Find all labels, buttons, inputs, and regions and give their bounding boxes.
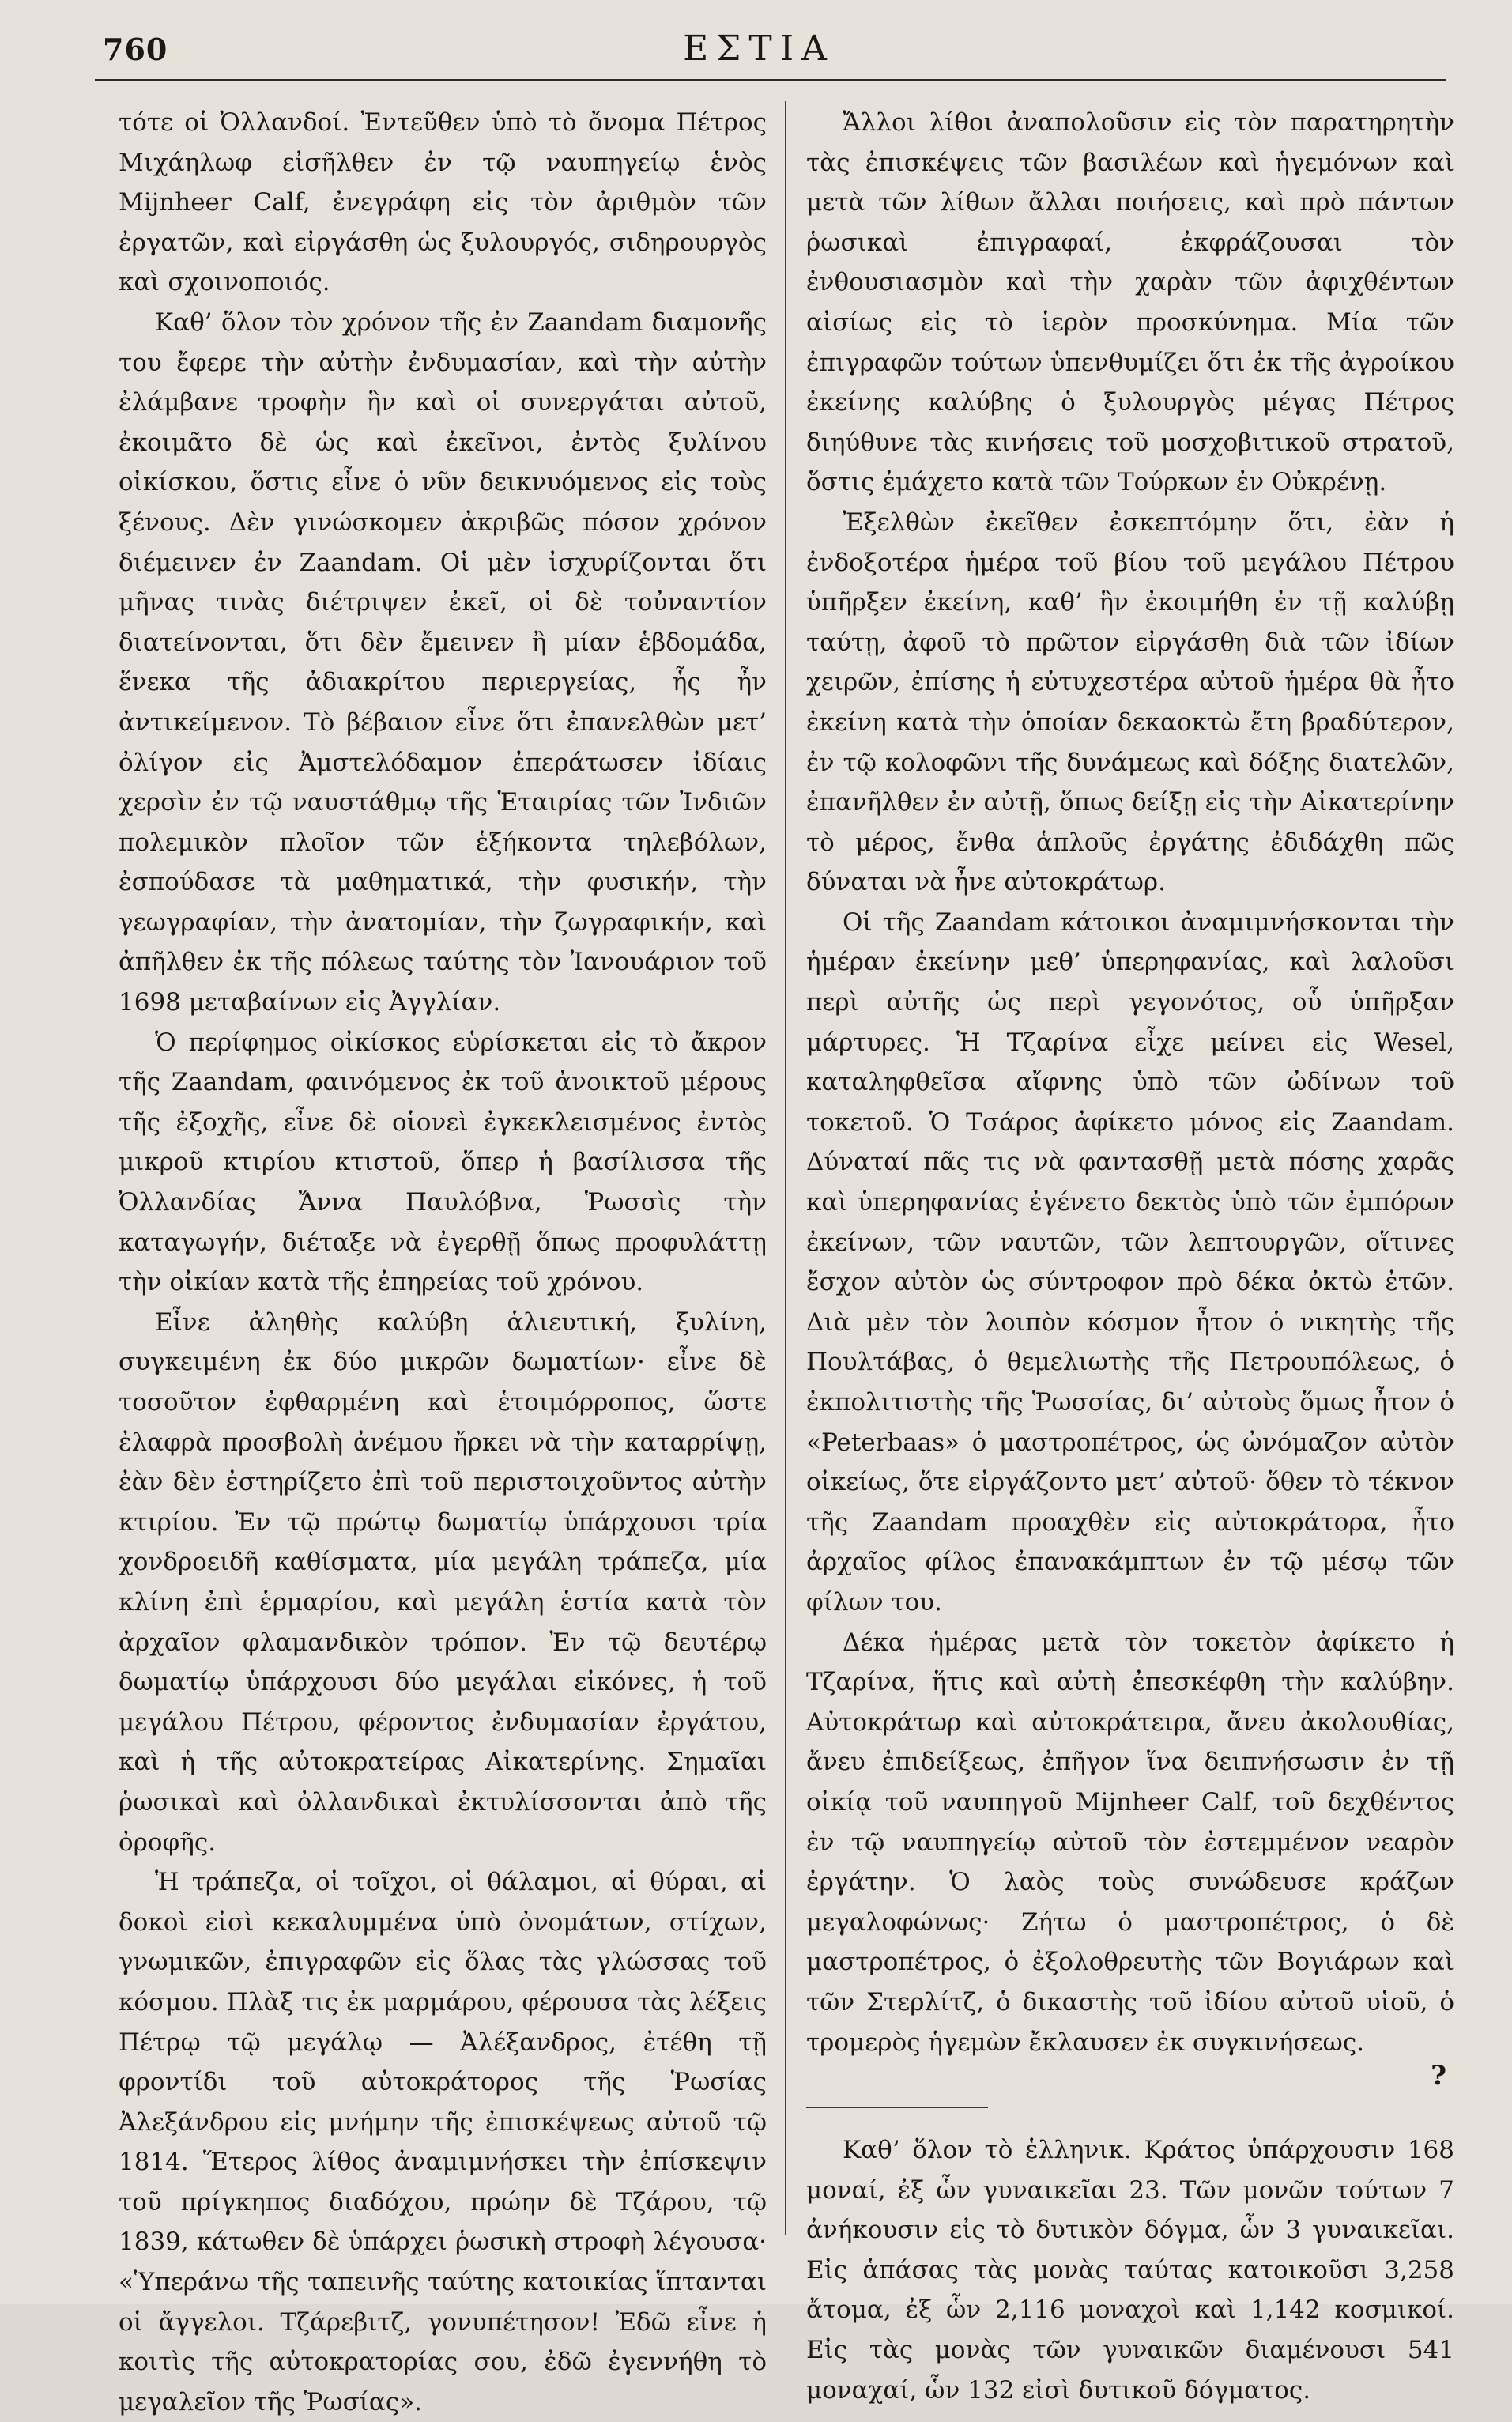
running-head: ΕΣΤΙΑ	[683, 28, 835, 69]
paragraph: Καθ’ ὅλον τὸν χρόνον τῆς ἐν Zaandam διαμονῆς του ἔφερε τὴν αὐτὴν ἐνδυμασίαν, καὶ τὴν αὐτὴν ἐλάμβανε τροφὴν ἣν καὶ οἱ συνεργάται αὐτοῦ, ἐκοιμᾶτο δὲ ὡς καὶ ἐκεῖνοι, ἐντὸς ξυλίνου οἰκίσκου, ὅστις εἶνε ὁ νῦν δεικνυόμενος εἰς τοὺς ξένους. Δὲν γινώσκομεν ἀκριβῶς πόσον χρόνον διέμεινεν ἐν Zaandam. Οἱ μὲν ἰσχυρίζονται ὅτι μῆνας τινὰς διέτριψεν ἐκεῖ, οἱ δὲ τοὐναντίον διατείνονται, ὅτι δὲν ἔμεινεν ἢ μίαν ἑβδομάδα, ἕνεκα τῆς ἀδιακρίτου περιεργείας, ἧς ἦν ἀντικείμενον. Τὸ βέβαιον εἶνε ὅτι ἐπανελθὼν μετ’ ὀλίγον εἰς Ἀμστελόδαμον ἐπεράτωσεν ἰδίαις χερσὶν ἐν τῷ ναυστάθμῳ τῆς Ἑταιρίας τῶν Ἰνδιῶν πολεμικὸν πλοῖον τῶν ἑξήκοντα τηλεβόλων, ἐσπούδασε τὰ μαθηματικά, τὴν φυσικήν, τὴν γεωγραφίαν, τὴν ἀνατομίαν, τὴν ζωγραφικήν, καὶ ἀπῆλθεν ἐκ τῆς πόλεως ταύτης τὸν Ἰανουάριον τοῦ 1698 μεταβαίνων εἰς Ἀγγλίαν.	[119, 307, 767, 1017]
paragraph: Ἡ τράπεζα, οἱ τοῖχοι, οἱ θάλαμοι, αἱ θύραι, αἱ δοκοὶ εἰσὶ κεκαλυμμένα ὑπὸ ὀνομάτων, στίχων, γνωμικῶν, ἐπιγραφῶν εἰς ὅλας τὰς γλώσσας τοῦ κόσμου. Πλὰξ τις ἐκ μαρμάρου, φέρουσα τὰς λέξεις Πέτρῳ τῷ μεγάλῳ — Ἀλέξανδρος, ἐτέθη τῇ φροντίδι τοῦ αὐτοκράτορος τῆς Ῥωσίας Ἀλεξάνδρου εἰς μνήμην τῆς ἐπισκέψεως αὐτοῦ τῷ 1814. Ἕτερος λίθος ἀναμιμνήσκει τὴν ἐπίσκεψιν τοῦ πρίγκηπος διαδόχου, πρώην δὲ Τζάρου, τῷ 1839, κάτωθεν δὲ ὑπάρχει ῥωσικὴ στροφὴ λέγουσα· «Ὑπεράνω τῆς ταπεινῆς ταύτης κατοικίας ἵπτανται οἱ ἄγγελοι. Τζάρεβιτζ, γονυπέτησον! Ἐδῶ εἶνε ἡ κοιτὶς τῆς αὐτοκρατορίας σου, ἐδῶ ἐγεννήθη τὸ μεγαλεῖον τῆς Ῥωσίας».	[119, 1868, 767, 2416]
paragraph: Ὁ περίφημος οἰκίσκος εὑρίσκεται εἰς τὸ ἄκρον τῆς Zaandam, φαινόμενος ἐκ τοῦ ἀνοικτοῦ μέρους τῆς ἐξοχῆς, εἶνε δὲ οἱονεὶ ἐγκεκλεισμένος ἐντὸς μικροῦ κτιρίου κτιστοῦ, ὅπερ ἡ βασίλισσα τῆς Ὀλλανδίας Ἄννα Παυλόβνα, Ῥωσσὶς τὴν καταγωγήν, διέταξε νὰ ἐγερθῇ ὅπως προφυλάττῃ τὴν οἰκίαν κατὰ τῆς ἐπηρείας τοῦ χρόνου.	[119, 1028, 767, 1297]
paragraph: Ἄλλοι λίθοι ἀναπολοῦσιν εἰς τὸν παρατηρητὴν τὰς ἐπισκέψεις τῶν βασιλέων καὶ ἡγεμόνων καὶ μετὰ τῶν λίθων ἄλλαι ποιήσεις, καὶ πρὸ πάντων ῥωσικαὶ ἐπιγραφαί, ἐκφράζουσαι τὸν ἐνθουσιασμὸν καὶ τὴν χαρὰν τῶν ἀφιχθέντων αἰσίως εἰς τὸ ἱερὸν προσκύνημα. Μία τῶν ἐπιγραφῶν τούτων ὑπενθυμίζει ὅτι ἐκ τῆς ἀγροίκου ἐκείνης καλύβης ὁ ξυλουργὸς μέγας Πέτρος διηύθυνε τὰς κινήσεις τοῦ μοσχοβιτικοῦ στρατοῦ, ὅστις ἐμάχετο κατὰ τῶν Τούρκων ἐν Οὐκρένῃ.	[806, 108, 1454, 497]
paragraph: Εἶνε ἀληθὴς καλύβη ἁλιευτική, ξυλίνη, συγκειμένη ἐκ δύο μικρῶν δωματίων· εἶνε δὲ τοσοῦτον ἐφθαρμένη καὶ ἑτοιμόρροπος, ὥστε ἐλαφρὰ προσβολὴ ἀνέμου ἤρκει νὰ τὴν καταρρίψῃ, ἐὰν δὲν ἐστηρίζετο ἐπὶ τοῦ περιστοιχοῦντος αὐτὴν κτιρίου. Ἐν τῷ πρώτῳ δωματίῳ ὑπάρχουσι τρία χονδροειδῆ καθίσματα, μία μεγάλη τράπεζα, μία κλίνη ἐπὶ ἑρμαρίου, καὶ μεγάλη ἑστία κατὰ τὸν ἀρχαῖον φλαμανδικὸν τρόπον. Ἐν τῷ δευτέρῳ δωματίῳ ὑπάρχουσι δύο μεγάλαι εἰκόνες, ἡ τοῦ μεγάλου Πέτρου, φέροντος ἐνδυμασίαν ἐργάτου, καὶ ἡ τῆς αὐτοκρατείρας Αἰκατερίνης. Σημαῖαι ῥωσικαὶ καὶ ὀλλανδικαὶ ἐκτυλίσσονται ἀπὸ τῆς ὀροφῆς.	[119, 1307, 767, 1857]
note-rule	[806, 2107, 988, 2108]
right-column	[806, 103, 1454, 2410]
signature-mark: ?	[1431, 2060, 1446, 2092]
note-paragraph: Καθ’ ὅλον τὸ ἑλληνικ. Κράτος ὑπάρχουσιν 168 μοναί, ἐξ ὧν γυναικεῖαι 23. Τῶν μονῶν τούτων 7 ἀνήκουσιν εἰς τὸ δυτικὸν δόγμα, ὧν 3 γυναικεῖαι. Εἰς ἁπάσας τὰς μονὰς ταύτας κατοικοῦσι 3,258 ἄτομα, ἐξ ὧν 2,116 μοναχοὶ καὶ 1,142 κοσμικοί. Εἰς τὰς μονὰς τῶν γυναικῶν διαμένουσι 541 μοναχαί, ὧν 132 εἰσὶ δυτικοῦ δόγματος.	[806, 2136, 1454, 2405]
header-rule	[95, 79, 1446, 81]
page-number: 760	[103, 32, 168, 67]
page-header	[103, 28, 1415, 73]
paragraph: Ἐξελθὼν ἐκεῖθεν ἐσκεπτόμην ὅτι, ἐὰν ἡ ἐνδοξοτέρα ἡμέρα τοῦ βίου τοῦ μεγάλου Πέτρου ὑπῆρξεν ἐκείνη, καθ’ ἣν ἐκοιμήθη ἐν τῇ καλύβῃ ταύτῃ, ἀφοῦ τὸ πρῶτον εἰργάσθη διὰ τῶν ἰδίων χειρῶν, ἐπίσης ἡ εὐτυχεστέρα αὐτοῦ ἡμέρα θὰ ἦτο ἐκείνη κατὰ τὴν ὁποίαν δεκαοκτὼ ἔτη βραδύτερον, ἐν τῷ κολοφῶνι τῆς δυνάμεως καὶ δόξης διατελῶν, ἐπανῆλθεν ἐν αὐτῇ, ὅπως δείξῃ εἰς τὴν Αἰκατερίνην τὸ μέρος, ἔνθα ἁπλοῦς ἐργάτης ἐδιδάχθη πῶς δύναται νὰ ἦνε αὐτοκράτωρ.	[806, 507, 1454, 897]
paragraph: τότε οἱ Ὀλλανδοί. Ἐντεῦθεν ὑπὸ τὸ ὄνομα Πέτρος Μιχάηλωφ εἰσῆλθεν ἐν τῷ ναυπηγείῳ ἑνὸς Mijnheer Calf, ἐνεγράφη εἰς τὸν ἀριθμὸν τῶν ἐργατῶν, καὶ εἰργάσθη ὡς ξυλουργός, σιδηρουργὸς καὶ σχοινοποιός.	[119, 108, 767, 297]
paragraph: Δέκα ἡμέρας μετὰ τὸν τοκετὸν ἀφίκετο ἡ Τζαρίνα, ἥτις καὶ αὐτὴ ἐπεσκέφθη τὴν καλύβην. Αὐτοκράτωρ καὶ αὐτοκράτειρα, ἄνευ ἀκολουθίας, ἄνευ ἐπιδείξεως, ἐπῆγον ἵνα δειπνήσωσιν ἐν τῇ οἰκίᾳ τοῦ ναυπηγοῦ Mijnheer Calf, τοῦ δεχθέντος ἐν τῷ ναυπηγείῳ αὐτοῦ τὸν ἐστεμμένον νεαρὸν ἐργάτην. Ὁ λαὸς τοὺς συνώδευσε κράζων μεγαλοφώνως· Ζήτω ὁ μαστροπέτρος, ὁ δὲ μαστροπέτρος, ὁ ἐξολοθρευτὴς τῶν Βογιάρων καὶ τῶν Στερλίτζ, ὁ δικαστὴς τοῦ ἰδίου αὐτοῦ υἱοῦ, ὁ τρομερὸς ἡγεμὼν ἔκλαυσεν ἐκ συγκινήσεως.	[806, 1628, 1454, 2057]
column-divider	[785, 101, 786, 2235]
left-column	[119, 103, 767, 2422]
paragraph: Οἱ τῆς Zaandam κάτοικοι ἀναμιμνήσκονται τὴν ἡμέραν ἐκείνην μεθ’ ὑπερηφανίας, καὶ λαλοῦσι περὶ αὐτῆς ὡς περὶ γεγονότος, οὗ ὑπῆρξαν μάρτυρες. Ἡ Τζαρίνα εἶχε μείνει εἰς Wesel, καταληφθεῖσα αἴφνης ὑπὸ τῶν ὠδίνων τοῦ τοκετοῦ. Ὁ Τσάρος ἀφίκετο μόνος εἰς Zaandam. Δύναταί πᾶς τις νὰ φαντασθῇ μετὰ πόσης χαρᾶς καὶ ὑπερηφανίας ἐγένετο δεκτὸς ὑπὸ τῶν ἐμπόρων ἐκείνων, τῶν ναυτῶν, τῶν λεπτουργῶν, οἵτινες ἔσχον αὐτὸν ὡς σύντροφον πρὸ δέκα ὀκτὼ ἐτῶν. Διὰ μὲν τὸν λοιπὸν κόσμον ἦτον ὁ νικητὴς τῆς Πουλτάβας, ὁ θεμελιωτὴς τῆς Πετρουπόλεως, ὁ ἐκπολιτιστὴς τῆς Ῥωσσίας, δι’ αὐτοὺς ὅμως ἦτον ὁ «Peterbaas» ὁ μαστροπέτρος, ὡς ὠνόμαζον αὐτὸν οἰκείως, ὅτε εἰργάζοντο μετ’ αὐτοῦ· ὅθεν τὸ τέκνον τῆς Zaandam προαχθὲν εἰς αὐτοκράτορα, ἦτο ἀρχαῖος φίλος ἐπανακάμπτων ἐν τῷ μέσῳ τῶν φίλων του.	[806, 907, 1454, 1617]
